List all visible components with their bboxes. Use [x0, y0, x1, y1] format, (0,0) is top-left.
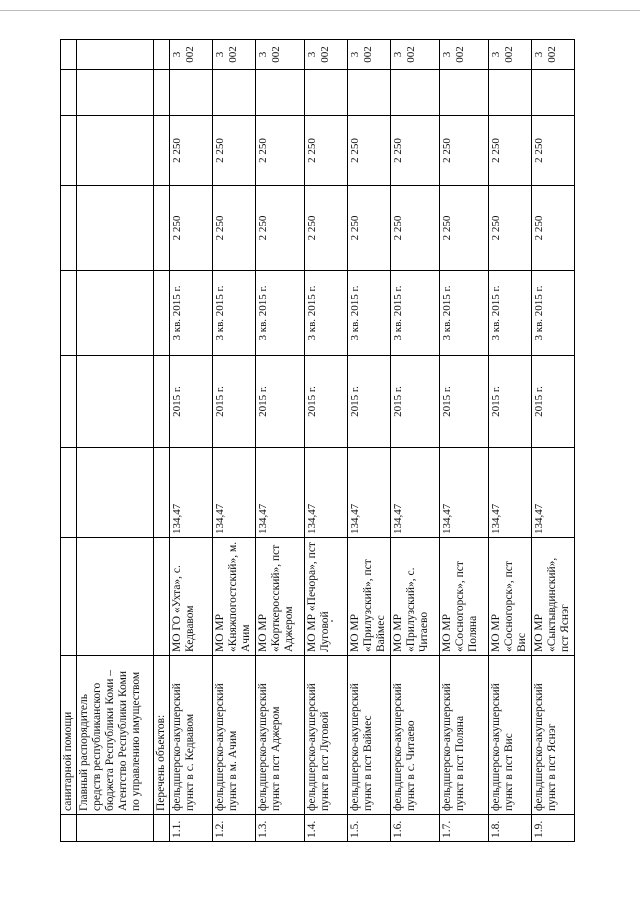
cost-value-3: 3 002: [170, 40, 213, 70]
table-row: [532, 40, 575, 842]
cost-value-2: 2 250: [305, 116, 348, 186]
completion-quarter: 3 кв. 2015 г.: [489, 271, 532, 356]
object-name: фельдшерско-акушерский пункт в с. Кедвавом: [170, 656, 213, 815]
cell-empty: [170, 70, 213, 116]
object-location: МО МР «Княжпогостский», м. Ачим: [213, 538, 256, 656]
completion-quarter: 3 кв. 2015 г.: [170, 271, 213, 356]
construction-year: 2015 г.: [305, 356, 348, 448]
scan-edge-line: [0, 10, 640, 11]
cell-empty: [154, 271, 170, 356]
object-area: 134,47: [440, 448, 489, 538]
cost-value-1: 2 250: [489, 186, 532, 271]
cost-value-1: 2 250: [213, 186, 256, 271]
cell-empty: [77, 815, 154, 842]
table-row-distributor: [77, 40, 154, 842]
construction-year: 2015 г.: [170, 356, 213, 448]
cell-empty: [154, 538, 170, 656]
cost-value-3: 3 002: [489, 40, 532, 70]
cost-value-3: 3 002: [348, 40, 391, 70]
object-name: фельдшерско-акушерский пункт в пст Вис: [489, 656, 532, 815]
cell-empty: [489, 70, 532, 116]
object-name: фельдшерско-акушерский пункт в пст Аджером: [256, 656, 305, 815]
table-row: [170, 40, 213, 842]
table-row-header: [61, 40, 77, 842]
item-number: 1.6.: [391, 815, 440, 842]
cell-empty: [61, 356, 77, 448]
object-location: МО ГО «Ухта», с. Кедвавом: [170, 538, 213, 656]
object-location: МО МР «Печора», пст Луговой: [305, 538, 348, 656]
completion-quarter: 3 кв. 2015 г.: [213, 271, 256, 356]
cost-value-3: 3 002: [440, 40, 489, 70]
cell-empty: [154, 70, 170, 116]
cost-value-2: 2 250: [348, 116, 391, 186]
cell-empty: [61, 40, 77, 70]
objects-table: [60, 39, 575, 842]
cell-empty: [154, 116, 170, 186]
construction-year: 2015 г.: [348, 356, 391, 448]
cell-empty: [77, 448, 154, 538]
cost-value-1: 2 250: [256, 186, 305, 271]
object-area: 134,47: [348, 448, 391, 538]
cost-value-3: 3 002: [256, 40, 305, 70]
cell-empty: [77, 271, 154, 356]
cell-empty: [348, 70, 391, 116]
object-area: 134,47: [213, 448, 256, 538]
cost-value-2: 2 250: [532, 116, 575, 186]
cell-empty: [154, 356, 170, 448]
table-row: [489, 40, 532, 842]
object-area: 134,47: [170, 448, 213, 538]
cell-empty: [77, 356, 154, 448]
construction-year: 2015 г.: [532, 356, 575, 448]
cell-empty: [61, 70, 77, 116]
cell-empty: [77, 70, 154, 116]
cell-empty: [61, 448, 77, 538]
object-location: МО МР «Сосногорск», пст Вис: [489, 538, 532, 656]
object-location: МО МР «Прилузский», с. Читаево: [391, 538, 440, 656]
cell-empty: [61, 815, 77, 842]
cost-value-1: 2 250: [391, 186, 440, 271]
construction-year: 2015 г.: [391, 356, 440, 448]
cost-value-3: 3 002: [213, 40, 256, 70]
header-text: санитарной помощи: [61, 656, 77, 815]
cost-value-3: 3 002: [305, 40, 348, 70]
construction-year: 2015 г.: [440, 356, 489, 448]
cell-empty: [154, 448, 170, 538]
cost-value-3: 3 002: [391, 40, 440, 70]
object-location: МО МР «Сыктывдинский», пст Яснэг: [532, 538, 575, 656]
cell-empty: [213, 70, 256, 116]
object-name: фельдшерско-акушерский пункт в пст Яснэг: [532, 656, 575, 815]
cost-value-1: 2 250: [348, 186, 391, 271]
table-row: [213, 40, 256, 842]
cell-empty: [154, 40, 170, 70]
completion-quarter: 3 кв. 2015 г.: [532, 271, 575, 356]
construction-year: 2015 г.: [489, 356, 532, 448]
cost-value-2: 2 250: [489, 116, 532, 186]
cell-empty: [77, 40, 154, 70]
cell-empty: [154, 186, 170, 271]
cost-value-2: 2 250: [213, 116, 256, 186]
distributor-text: Главный распорядитель средств республиканского бюджета Республики Коми – Агентство Республики Коми по управлению имуществом: [77, 656, 154, 815]
list-heading: Перечень объектов:: [154, 656, 170, 815]
completion-quarter: 3 кв. 2015 г.: [348, 271, 391, 356]
cell-empty: [61, 116, 77, 186]
completion-quarter: 3 кв. 2015 г.: [440, 271, 489, 356]
item-number: 1.8.: [489, 815, 532, 842]
completion-quarter: 3 кв. 2015 г.: [305, 271, 348, 356]
cost-value-1: 2 250: [170, 186, 213, 271]
object-name: фельдшерско-акушерский пункт в пст Луговой: [305, 656, 348, 815]
cell-empty: [77, 116, 154, 186]
item-number: 1.9.: [532, 815, 575, 842]
table-row: [440, 40, 489, 842]
object-name: фельдшерско-акушерский пункт в м. Ачим: [213, 656, 256, 815]
cost-value-1: 2 250: [532, 186, 575, 271]
cost-value-2: 2 250: [170, 116, 213, 186]
cost-value-2: 2 250: [391, 116, 440, 186]
construction-year: 2015 г.: [256, 356, 305, 448]
item-number: 1.2.: [213, 815, 256, 842]
table-row: [391, 40, 440, 842]
cell-empty: [61, 186, 77, 271]
cell-empty: [77, 186, 154, 271]
item-number: 1.3.: [256, 815, 305, 842]
object-area: 134,47: [391, 448, 440, 538]
object-location: МО МР «Сосногорск», пст Поляна: [440, 538, 489, 656]
table-row: [305, 40, 348, 842]
cost-value-2: 2 250: [440, 116, 489, 186]
object-location: МО МР «Корткеросский», пст Аджером: [256, 538, 305, 656]
object-area: 134,47: [489, 448, 532, 538]
object-name: фельдшерско-акушерский пункт в пст Поляна: [440, 656, 489, 815]
object-name: фельдшерско-акушерский пункт в с. Читаево: [391, 656, 440, 815]
item-number: 1.1.: [170, 815, 213, 842]
objects-table-rotated: [60, 40, 571, 842]
table-row: [348, 40, 391, 842]
cost-value-1: 2 250: [440, 186, 489, 271]
cost-value-3: 3 002: [532, 40, 575, 70]
object-name: фельдшерско-акушерский пункт в пст Ваймес: [348, 656, 391, 815]
item-number: 1.7.: [440, 815, 489, 842]
cell-empty: [305, 70, 348, 116]
object-area: 134,47: [256, 448, 305, 538]
cell-empty: [61, 271, 77, 356]
cell-empty: [440, 70, 489, 116]
completion-quarter: 3 кв. 2015 г.: [256, 271, 305, 356]
cell-empty: [391, 70, 440, 116]
cell-empty: [61, 538, 77, 656]
table-row: [256, 40, 305, 842]
cost-value-2: 2 250: [256, 116, 305, 186]
cell-empty: [154, 815, 170, 842]
table-row-list-heading: [154, 40, 170, 842]
item-number: 1.5.: [348, 815, 391, 842]
cell-empty: [77, 538, 154, 656]
cost-value-1: 2 250: [305, 186, 348, 271]
object-location: МО МР «Прилузский», пст Ваймес: [348, 538, 391, 656]
cell-empty: [256, 70, 305, 116]
object-area: 134,47: [532, 448, 575, 538]
construction-year: 2015 г.: [213, 356, 256, 448]
item-number: 1.4.: [305, 815, 348, 842]
cell-empty: [532, 70, 575, 116]
completion-quarter: 3 кв. 2015 г.: [391, 271, 440, 356]
object-area: 134,47: [305, 448, 348, 538]
